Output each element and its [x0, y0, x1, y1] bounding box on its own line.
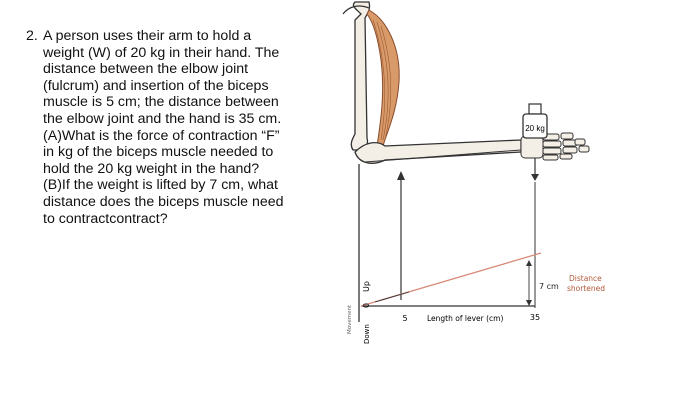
weight-label: 20 kg [525, 124, 545, 133]
distance-caption-2: shortened [567, 284, 606, 293]
lever-short-segment [375, 292, 409, 302]
question-text [43, 28, 328, 227]
movement-label: Movement [347, 304, 353, 334]
forearm-bones [355, 140, 521, 163]
question-line: the elbow joint and the hand is 35 cm. [43, 110, 282, 127]
humerus-bone [343, 2, 370, 150]
question-line: (B)If the weight is lifted by 7 cm, what [43, 177, 278, 194]
tick-5-label: 5 [402, 314, 408, 323]
question-line: to contractcontract? [43, 210, 168, 227]
question-line: in kg of the biceps muscle needed to [43, 144, 274, 161]
question-line: (A)What is the force of contraction “F” [43, 127, 280, 144]
question-line: (fulcrum) and insertion of the biceps [43, 77, 269, 94]
distance-caption-1: Distance [569, 274, 602, 283]
distance-label: 7 cm [539, 282, 559, 291]
weight-force-arrow [531, 158, 539, 181]
question-line: distance does the biceps muscle need [43, 193, 284, 210]
question-line: weight (W) of 20 kg in their hand. The [43, 44, 280, 61]
lever-axis-label: Length of lever (cm) [427, 314, 504, 323]
question-number: 2. [26, 28, 38, 44]
distance-shortened-arrow [526, 260, 532, 306]
tick-35-label: 35 [529, 313, 541, 322]
up-label: Up [362, 281, 371, 292]
muscle-force-arrow [397, 171, 405, 300]
zero-label: 0 [362, 302, 371, 308]
question-line: hold the 20 kg weight in the hand? [43, 160, 260, 177]
question-line: muscle is 5 cm; the distance between [43, 94, 279, 111]
question-line: A person uses their arm to hold a [43, 28, 252, 44]
question-line: distance between the elbow joint [43, 61, 249, 78]
arm-lever-figure [325, 0, 695, 400]
down-label: Down [363, 324, 371, 344]
